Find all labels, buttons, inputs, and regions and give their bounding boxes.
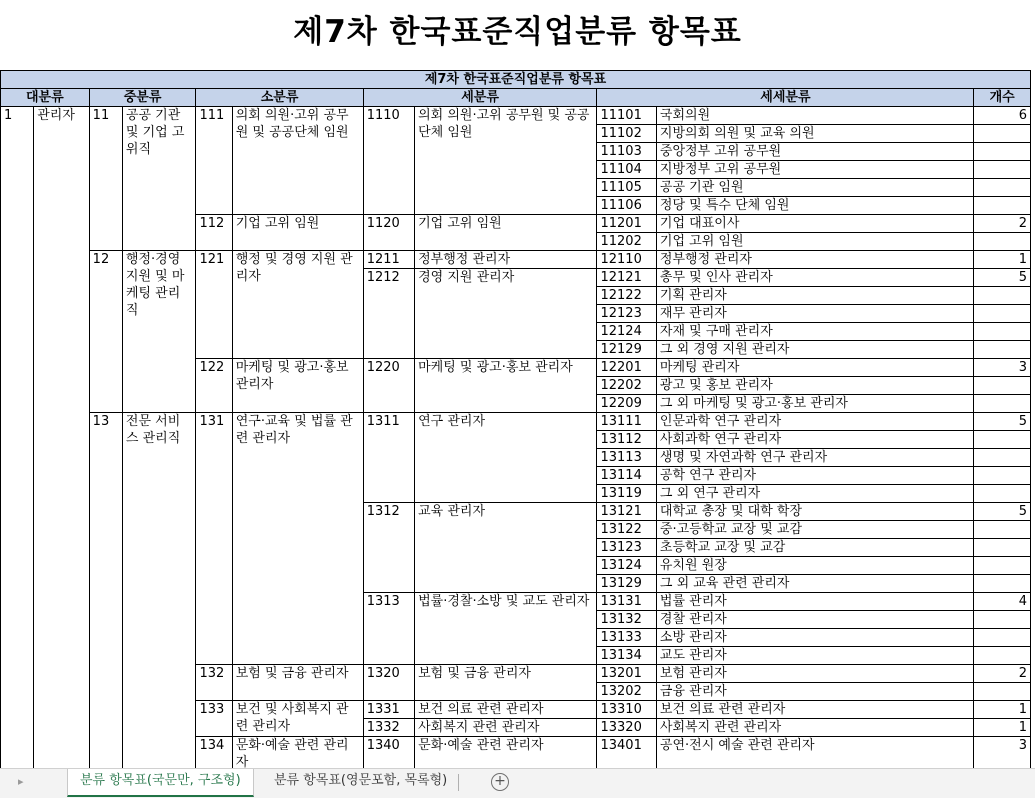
unit-name[interactable]: 교육 관리자 <box>415 503 597 593</box>
count-cell[interactable]: 4 <box>974 593 1031 611</box>
subunit-code[interactable]: 12202 <box>597 377 656 395</box>
sheet-tab-structured[interactable]: 분류 항목표(국문만, 구조형) <box>67 769 254 797</box>
subunit-name[interactable]: 지방정부 고위 공무원 <box>656 161 973 179</box>
unit-name[interactable]: 연구 관리자 <box>415 413 597 503</box>
subunit-code[interactable]: 13121 <box>597 503 656 521</box>
minor-code[interactable]: 11 <box>89 107 122 251</box>
subunit-code[interactable]: 13320 <box>597 719 656 737</box>
subunit-name[interactable]: 경찰 관리자 <box>656 611 973 629</box>
subunit-name[interactable]: 지방의회 의원 및 교육 의원 <box>656 125 973 143</box>
count-cell[interactable]: 6 <box>974 107 1031 125</box>
minor-name[interactable]: 행정·경영 지원 및 마케팅 관리직 <box>122 251 196 413</box>
count-cell[interactable] <box>974 431 1031 449</box>
subunit-name[interactable]: 공학 연구 관리자 <box>656 467 973 485</box>
header-small: 소분류 <box>196 89 363 107</box>
unit-name[interactable]: 마케팅 및 광고·홍보 관리자 <box>415 359 597 413</box>
count-cell[interactable] <box>974 467 1031 485</box>
page-title: 제7차 한국표준직업분류 항목표 <box>293 14 742 50</box>
subunit-code[interactable]: 12129 <box>597 341 656 359</box>
unit-code[interactable]: 1220 <box>363 359 414 413</box>
add-sheet-icon[interactable]: + <box>491 773 509 791</box>
subunit-name[interactable]: 교도 관리자 <box>656 647 973 665</box>
count-cell[interactable] <box>974 233 1031 251</box>
small-name[interactable]: 보건 및 사회복지 관련 관리자 <box>232 701 363 737</box>
subunit-name[interactable]: 중·고등학교 교장 및 교감 <box>656 521 973 539</box>
unit-name[interactable]: 의회 의원·고위 공무원 및 공공단체 임원 <box>415 107 597 215</box>
count-cell[interactable]: 1 <box>974 701 1031 719</box>
small-name[interactable]: 문화·예술 관련 관리자 <box>232 737 363 769</box>
count-cell[interactable] <box>974 611 1031 629</box>
table-row <box>1 251 1031 269</box>
subunit-code[interactable]: 13114 <box>597 467 656 485</box>
subunit-name[interactable]: 생명 및 자연과학 연구 관리자 <box>656 449 973 467</box>
subunit-name[interactable]: 총무 및 인사 관리자 <box>656 269 973 287</box>
classification-table <box>0 70 1031 768</box>
unit-name[interactable]: 기업 고위 임원 <box>415 215 597 251</box>
subunit-code[interactable]: 13131 <box>597 593 656 611</box>
subunit-name[interactable]: 중앙정부 고위 공무원 <box>656 143 973 161</box>
unit-name[interactable]: 보험 및 금융 관리자 <box>415 665 597 701</box>
count-cell[interactable] <box>974 179 1031 197</box>
minor-name[interactable]: 전문 서비스 관리직 <box>122 413 196 769</box>
count-cell[interactable] <box>974 341 1031 359</box>
small-code[interactable]: 133 <box>196 701 232 737</box>
count-cell[interactable]: 2 <box>974 215 1031 233</box>
count-cell[interactable]: 1 <box>974 719 1031 737</box>
subunit-name[interactable]: 국회의원 <box>656 107 973 125</box>
table-row <box>1 413 1031 431</box>
count-cell[interactable] <box>974 683 1031 701</box>
subunit-name[interactable]: 마케팅 관리자 <box>656 359 973 377</box>
count-cell[interactable] <box>974 197 1031 215</box>
count-cell[interactable] <box>974 521 1031 539</box>
header-major: 대분류 <box>1 89 90 107</box>
subunit-code[interactable]: 12123 <box>597 305 656 323</box>
count-cell[interactable] <box>974 305 1031 323</box>
small-name[interactable]: 행정 및 경영 지원 관리자 <box>232 251 363 359</box>
minor-code[interactable]: 12 <box>89 251 122 413</box>
subunit-name[interactable]: 법률 관리자 <box>656 593 973 611</box>
count-cell[interactable] <box>974 161 1031 179</box>
sheet-tab-list[interactable]: 분류 항목표(영문포함, 목록형) <box>274 773 448 788</box>
subunit-code[interactable]: 12110 <box>597 251 656 269</box>
subunit-code[interactable]: 11104 <box>597 161 656 179</box>
count-cell[interactable] <box>974 647 1031 665</box>
unit-name[interactable]: 정부행정 관리자 <box>415 251 597 269</box>
table-row <box>1 107 1031 125</box>
count-cell[interactable] <box>974 557 1031 575</box>
unit-name[interactable]: 법률·경찰·소방 및 교도 관리자 <box>415 593 597 665</box>
subunit-code[interactable]: 13123 <box>597 539 656 557</box>
header-subunit: 세세분류 <box>597 89 974 107</box>
subunit-name[interactable]: 공연·전시 예술 관련 관리자 <box>656 737 973 769</box>
small-name[interactable]: 마케팅 및 광고·홍보 관리자 <box>232 359 363 413</box>
subunit-name[interactable]: 금융 관리자 <box>656 683 973 701</box>
minor-code[interactable]: 13 <box>89 413 122 769</box>
subunit-code[interactable]: 13401 <box>597 737 656 769</box>
subunit-name[interactable]: 그 외 교육 관련 관리자 <box>656 575 973 593</box>
subunit-code[interactable]: 11101 <box>597 107 656 125</box>
subunit-code[interactable]: 13113 <box>597 449 656 467</box>
major-code[interactable]: 1 <box>1 107 34 769</box>
count-cell[interactable] <box>974 395 1031 413</box>
major-name[interactable]: 관리자 <box>34 107 89 769</box>
unit-code[interactable]: 1320 <box>363 665 414 701</box>
subunit-code[interactable]: 12201 <box>597 359 656 377</box>
small-name[interactable]: 연구·교육 및 법률 관련 관리자 <box>232 413 363 665</box>
subunit-name[interactable]: 기획 관리자 <box>656 287 973 305</box>
tab-scroll-arrow-icon[interactable]: ▸ <box>18 775 24 788</box>
subunit-code[interactable]: 13129 <box>597 575 656 593</box>
count-cell[interactable] <box>974 539 1031 557</box>
small-code[interactable]: 111 <box>196 107 232 215</box>
count-cell[interactable] <box>974 575 1031 593</box>
subunit-name[interactable]: 정부행정 관리자 <box>656 251 973 269</box>
small-code[interactable]: 134 <box>196 737 232 769</box>
subunit-code[interactable]: 13124 <box>597 557 656 575</box>
subunit-code[interactable]: 12209 <box>597 395 656 413</box>
subunit-name[interactable]: 보험 관리자 <box>656 665 973 683</box>
subunit-code[interactable]: 13132 <box>597 611 656 629</box>
count-cell[interactable]: 3 <box>974 359 1031 377</box>
subunit-code[interactable]: 13134 <box>597 647 656 665</box>
subunit-code[interactable]: 11102 <box>597 125 656 143</box>
unit-code[interactable]: 1313 <box>363 593 414 665</box>
minor-name[interactable]: 공공 기관 및 기업 고위직 <box>122 107 196 251</box>
subunit-name[interactable]: 자재 및 구매 관리자 <box>656 323 973 341</box>
subunit-code[interactable]: 11202 <box>597 233 656 251</box>
count-cell[interactable]: 5 <box>974 413 1031 431</box>
count-cell[interactable] <box>974 287 1031 305</box>
subunit-code[interactable]: 11105 <box>597 179 656 197</box>
subunit-code[interactable]: 13201 <box>597 665 656 683</box>
subunit-code[interactable]: 13133 <box>597 629 656 647</box>
small-name[interactable]: 의회 의원·고위 공무원 및 공공단체 임원 <box>232 107 363 215</box>
unit-name[interactable]: 사회복지 관련 관리자 <box>415 719 597 737</box>
small-code[interactable]: 131 <box>196 413 232 665</box>
tab-divider <box>458 774 459 791</box>
count-cell[interactable]: 5 <box>974 503 1031 521</box>
subunit-code[interactable]: 13119 <box>597 485 656 503</box>
subunit-name[interactable]: 공공 기관 임원 <box>656 179 973 197</box>
count-cell[interactable] <box>974 629 1031 647</box>
subunit-code[interactable]: 12121 <box>597 269 656 287</box>
unit-name[interactable]: 경영 지원 관리자 <box>415 269 597 359</box>
unit-name[interactable]: 보건 의료 관련 관리자 <box>415 701 597 719</box>
unit-code[interactable]: 1311 <box>363 413 414 503</box>
subunit-code[interactable]: 12122 <box>597 287 656 305</box>
unit-code[interactable]: 1332 <box>363 719 414 737</box>
unit-code[interactable]: 1340 <box>363 737 414 769</box>
spreadsheet-grid[interactable] <box>0 70 1035 768</box>
count-cell[interactable]: 1 <box>974 251 1031 269</box>
subunit-name[interactable]: 인문과학 연구 관리자 <box>656 413 973 431</box>
subunit-name[interactable]: 기업 대표이사 <box>656 215 973 233</box>
small-name[interactable]: 보험 및 금융 관리자 <box>232 665 363 701</box>
subunit-code[interactable]: 13310 <box>597 701 656 719</box>
count-cell[interactable] <box>974 485 1031 503</box>
subunit-name[interactable]: 그 외 마케팅 및 광고·홍보 관리자 <box>656 395 973 413</box>
subunit-name[interactable]: 광고 및 홍보 관리자 <box>656 377 973 395</box>
count-cell[interactable]: 5 <box>974 269 1031 287</box>
subunit-name[interactable]: 정당 및 특수 단체 임원 <box>656 197 973 215</box>
count-cell[interactable]: 3 <box>974 737 1031 769</box>
subunit-name[interactable]: 소방 관리자 <box>656 629 973 647</box>
subunit-code[interactable]: 13122 <box>597 521 656 539</box>
subunit-code[interactable]: 13112 <box>597 431 656 449</box>
sheet-tab-bar <box>0 768 1035 798</box>
subunit-name[interactable]: 사회복지 관련 관리자 <box>656 719 973 737</box>
subunit-name[interactable]: 그 외 경영 지원 관리자 <box>656 341 973 359</box>
subunit-name[interactable]: 대학교 총장 및 대학 학장 <box>656 503 973 521</box>
header-count: 개수 <box>974 89 1031 107</box>
unit-code[interactable]: 1312 <box>363 503 414 593</box>
count-cell[interactable] <box>974 323 1031 341</box>
header-minor: 중분류 <box>89 89 196 107</box>
unit-code[interactable]: 1120 <box>363 215 414 251</box>
count-cell[interactable] <box>974 125 1031 143</box>
unit-name[interactable]: 문화·예술 관련 관리자 <box>415 737 597 769</box>
subunit-name[interactable]: 유치원 원장 <box>656 557 973 575</box>
count-cell[interactable]: 2 <box>974 665 1031 683</box>
small-code[interactable]: 112 <box>196 215 232 251</box>
subunit-name[interactable]: 초등학교 교장 및 교감 <box>656 539 973 557</box>
unit-code[interactable]: 1110 <box>363 107 414 215</box>
subunit-code[interactable]: 13202 <box>597 683 656 701</box>
count-cell[interactable] <box>974 377 1031 395</box>
subunit-code[interactable]: 12124 <box>597 323 656 341</box>
header-unit: 세분류 <box>363 89 597 107</box>
subunit-name[interactable]: 재무 관리자 <box>656 305 973 323</box>
subunit-name[interactable]: 사회과학 연구 관리자 <box>656 431 973 449</box>
unit-code[interactable]: 1212 <box>363 269 414 359</box>
subunit-name[interactable]: 보건 의료 관련 관리자 <box>656 701 973 719</box>
small-name[interactable]: 기업 고위 임원 <box>232 215 363 251</box>
subunit-code[interactable]: 13111 <box>597 413 656 431</box>
small-code[interactable]: 121 <box>196 251 232 359</box>
unit-code[interactable]: 1211 <box>363 251 414 269</box>
small-code[interactable]: 132 <box>196 665 232 701</box>
subunit-code[interactable]: 11103 <box>597 143 656 161</box>
unit-code[interactable]: 1331 <box>363 701 414 719</box>
small-code[interactable]: 122 <box>196 359 232 413</box>
count-cell[interactable] <box>974 143 1031 161</box>
subunit-code[interactable]: 11106 <box>597 197 656 215</box>
subunit-name[interactable]: 그 외 연구 관리자 <box>656 485 973 503</box>
count-cell[interactable] <box>974 449 1031 467</box>
subunit-code[interactable]: 11201 <box>597 215 656 233</box>
subunit-name[interactable]: 기업 고위 임원 <box>656 233 973 251</box>
table-caption: 제7차 한국표준직업분류 항목표 <box>1 71 1031 89</box>
